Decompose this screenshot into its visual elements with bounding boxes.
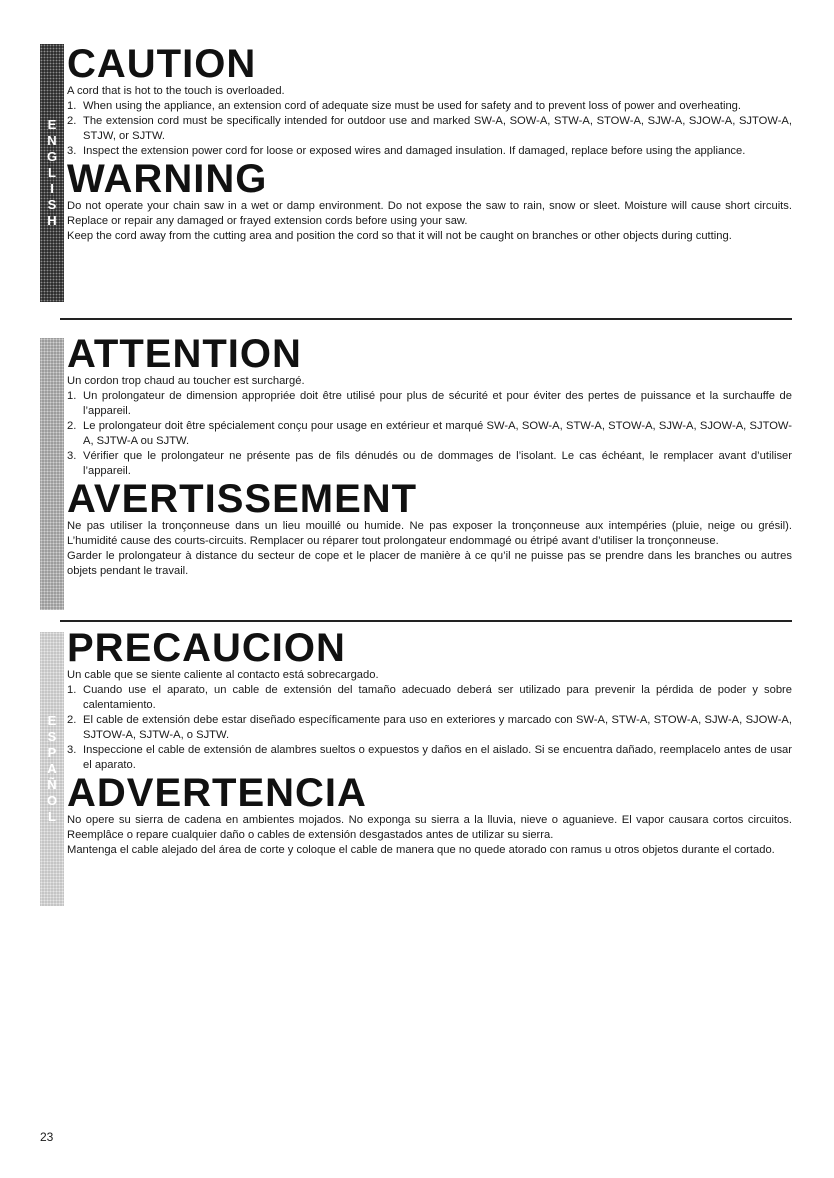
french-language-tab bbox=[40, 338, 64, 610]
precaucion-intro: Un cable que se siente caliente al contacto está sobrecargado. bbox=[67, 669, 379, 681]
advertencia-paragraph: No opere su sierra de cadena en ambientes mojados. No exponga su sierra a la lluvia, nieve o aguanieve. El vapor causara cortos circuitos. Reemplâce o repare cualquier daño o cables de extensión desgastados antes de utilizar su sierra. bbox=[67, 814, 792, 841]
caution-heading: CAUTION bbox=[67, 42, 257, 86]
caution-list bbox=[67, 99, 792, 159]
list-item bbox=[67, 743, 792, 773]
list-number: 2. bbox=[67, 420, 77, 432]
spanish-section bbox=[40, 628, 792, 906]
list-item bbox=[67, 449, 792, 479]
attention-heading: ATTENTION bbox=[67, 332, 302, 376]
list-item bbox=[67, 419, 792, 449]
tab-letter: Ñ bbox=[47, 777, 57, 792]
list-text: Cuando use el aparato, un cable de extensión del tamaño adecuado deberá ser utilizado para prevenir la pérdida de poder y sobre calentamiento. bbox=[83, 684, 792, 711]
section-divider bbox=[60, 620, 792, 622]
list-text: Un prolongateur de dimension appropriée doit être utilisé pour plus de sécurité et pour éviter des pertes de puissance et la surchauffe de l’appareil. bbox=[83, 390, 792, 417]
avertissement-paragraph: Garder le prolongateur à distance du secteur de cope et le placer de manière à ce qu’il ne puisse pas se prendre dans les branches ou autres objets pendant le travail. bbox=[67, 550, 792, 577]
list-number: 3. bbox=[67, 145, 77, 157]
avertissement-heading: AVERTISSEMENT bbox=[67, 477, 418, 521]
list-text: Inspeccione el cable de extensión de alambres sueltos o expuestos y daños en el aislado. Si se encuentra dañado, reemplacelo antes de usar el aparato. bbox=[83, 744, 792, 771]
attention-list bbox=[67, 389, 792, 479]
caution-intro: A cord that is hot to the touch is overloaded. bbox=[67, 85, 285, 97]
precaucion-list bbox=[67, 683, 792, 773]
attention-intro: Un cordon trop chaud au toucher est surchargé. bbox=[67, 375, 305, 387]
english-tab-letters bbox=[47, 117, 57, 229]
avertissement-paragraph: Ne pas utiliser la tronçonneuse dans un lieu mouillé ou humide. Ne pas exposer la tronçonneuse aux intempéries (pluie, neige ou grésil). L’humidité cause des courts-circuits. Remplacer ou réparer tout prolongateur endommagé ou étripé avant d’utiliser la tronçonneuse. bbox=[67, 520, 792, 547]
list-text: Vérifier que le prolongateur ne présente pas de fils dénudés ou de dommages de l’isolant. Le cas échéant, le remplacer avant d’utiliser l’appareil. bbox=[83, 450, 792, 477]
list-text: El cable de extensión debe estar diseñado específicamente para uso en exteriores y marcado con SW-A, STW-A, STOW-A, SJW-A, SJOW-A, SJTOW-A, SJTW-A, o SJTW. bbox=[83, 714, 792, 741]
list-number: 1. bbox=[67, 390, 77, 402]
list-item bbox=[67, 144, 792, 159]
tab-letter: S bbox=[47, 729, 57, 744]
spanish-language-tab bbox=[40, 632, 64, 906]
tab-letter: A bbox=[47, 761, 57, 776]
list-number: 1. bbox=[67, 684, 77, 696]
warning-paragraph: Keep the cord away from the cutting area and position the cord so that it will not be caught on branches or other objects during cutting. bbox=[67, 230, 732, 242]
list-number: 2. bbox=[67, 714, 77, 726]
list-item bbox=[67, 389, 792, 419]
list-number: 3. bbox=[67, 450, 77, 462]
list-item bbox=[67, 114, 792, 144]
english-section bbox=[40, 44, 792, 302]
list-item bbox=[67, 713, 792, 743]
advertencia-paragraph: Mantenga el cable alejado del área de corte y coloque el cable de manera que no quede atorado con ramus u otros objetos durante el cortado. bbox=[67, 844, 775, 856]
spanish-content bbox=[67, 628, 792, 858]
list-number: 2. bbox=[67, 115, 77, 127]
tab-letter: L bbox=[48, 165, 56, 180]
precaucion-heading: PRECAUCION bbox=[67, 626, 346, 670]
list-number: 3. bbox=[67, 744, 77, 756]
tab-letter: G bbox=[46, 149, 58, 164]
list-item bbox=[67, 683, 792, 713]
warning-heading: WARNING bbox=[67, 157, 268, 201]
list-text: Inspect the extension power cord for loose or exposed wires and damaged insulation. If damaged, replace before using the appliance. bbox=[83, 145, 746, 157]
tab-letter: S bbox=[47, 197, 57, 212]
tab-letter: N bbox=[47, 133, 57, 148]
section-divider bbox=[60, 318, 792, 320]
tab-letter: E bbox=[47, 713, 57, 728]
tab-letter: E bbox=[47, 117, 57, 132]
list-text: When using the appliance, an extension cord of adequate size must be used for safety and to prevent loss of power and overheating. bbox=[83, 100, 741, 112]
tab-letter: L bbox=[48, 809, 56, 824]
tab-letter: O bbox=[46, 793, 58, 808]
tab-letter: P bbox=[47, 745, 57, 760]
french-content bbox=[67, 334, 792, 579]
list-item bbox=[67, 99, 792, 114]
tab-letter: H bbox=[47, 213, 57, 228]
english-content bbox=[67, 44, 792, 244]
tab-letter: I bbox=[50, 181, 54, 196]
advertencia-heading: ADVERTENCIA bbox=[67, 771, 367, 815]
spanish-tab-letters bbox=[47, 713, 57, 825]
list-text: The extension cord must be specifically intended for outdoor use and marked SW-A, SOW-A, STW-A, STOW-A, SJW-A, SJOW-A, SJTOW-A, STJW, or SJTW. bbox=[83, 115, 792, 142]
page-number: 23 bbox=[40, 1130, 54, 1144]
french-section bbox=[40, 334, 792, 606]
list-number: 1. bbox=[67, 100, 77, 112]
warning-paragraph: Do not operate your chain saw in a wet or damp environment. Do not expose the saw to rain, snow or sleet. Moisture will cause short circuits. Replace or repair any damaged or frayed extension cords before using your saw. bbox=[67, 200, 792, 227]
english-language-tab bbox=[40, 44, 64, 302]
list-text: Le prolongateur doit être spécialement conçu pour usage en extérieur et marqué SW-A, SOW-A, STW-A, STOW-A, SJW-A, SJOW-A, SJTOW-A, SJTW-A ou SJTW. bbox=[83, 420, 792, 447]
